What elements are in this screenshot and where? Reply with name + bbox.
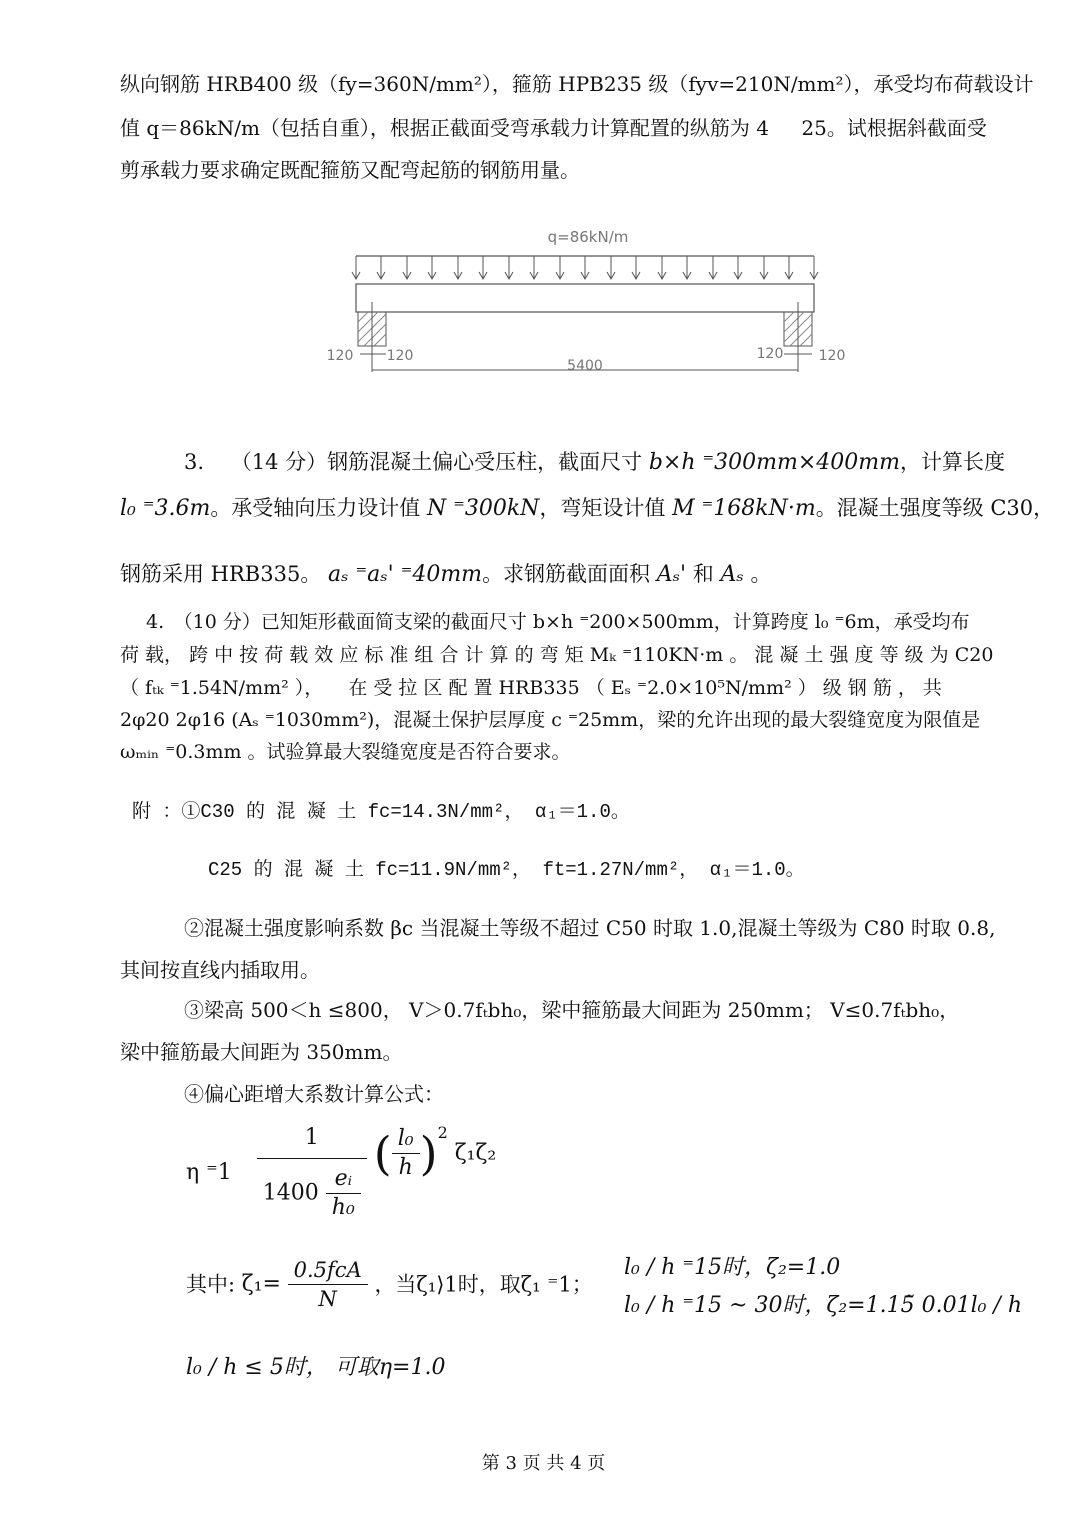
zeta1-lhs: ζ₁=: [241, 1271, 281, 1297]
problem3-as: aₛ ⁼aₛ' ⁼40mm: [328, 562, 483, 587]
eta-den-coef: 1400: [262, 1180, 319, 1206]
problem3-line3: [120, 562, 771, 587]
dim-right-inner: 120: [756, 346, 784, 362]
problem3-M: M ⁼168kN·m: [672, 496, 816, 521]
dim-span: 5400: [567, 358, 603, 374]
problem3-line3-a: 钢筋采用 HRB335。: [120, 562, 322, 586]
problem3-line3-end: 。: [750, 562, 772, 586]
problem3-dim: b×h ⁼300mm×400mm: [648, 450, 900, 475]
problem3-As: Aₛ: [720, 562, 744, 587]
dim-right-outer: 120: [818, 348, 846, 364]
appendix-2b: 其间按直线内插取用。: [120, 958, 320, 982]
zeta2-b: l₀ / h ⁼15 ~ 30时，ζ₂=1.15̃ 0.01l₀ / h: [624, 1293, 1022, 1318]
problem3-line1: [184, 450, 1005, 475]
problem4-line4: 2φ20 2φ16 (Aₛ ⁼1030mm²)，混凝土保护层厚度 c ⁼25mm，梁的允许出现的最大裂缝宽度为限值是: [120, 709, 981, 731]
zeta1-block: [186, 1256, 593, 1313]
eta-denominator: [257, 1159, 367, 1222]
problem2-line1: 纵向钢筋 HRB400 级（fy=360N/mm²），箍筋 HPB235 级（fyv=210N/mm²），承受均布荷载设计: [120, 72, 1034, 96]
problem2-line2-text: 值 q＝86kN/m（包括自重），根据正截面受弯承载力计算配置的纵筋为 4: [120, 116, 776, 140]
problem3-line2-c: 。混凝土强度等级 C30，: [815, 496, 1055, 520]
eta-ei: eᵢ: [326, 1165, 361, 1194]
problem4-line3: （ fₜₖ ⁼1.54N/mm² ）， 在 受 拉 区 配 置 HRB335 （ Eₛ ⁼2.0×10⁵N/mm² ） 级 钢 筋 ， 共: [120, 677, 942, 699]
load-arrows: [352, 256, 818, 279]
eta-paren-group: ( $\frac{\text{l₀}}{h}$ )$^2$ ζ₁ζ₂: [373, 1122, 497, 1180]
eta-tail: ζ₁ζ₂: [454, 1140, 497, 1165]
problem3-l0: l₀ ⁼3.6m: [120, 496, 211, 521]
zeta1-den: N: [318, 1287, 337, 1311]
zeta2-a: l₀ / h ⁼15时，ζ₂=1.0: [624, 1255, 841, 1280]
eta-lhs: η ⁼1: [186, 1160, 232, 1185]
problem4-line5: ωₘᵢₙ ⁼0.3mm 。试验算最大裂缝宽度是否符合要求。: [120, 741, 571, 763]
dim-left-inner: 120: [386, 348, 414, 364]
eta-fraction: [257, 1124, 367, 1222]
appendix-4: ④偏心距增大系数计算公式：: [184, 1082, 444, 1106]
problem4-line2: 荷 载， 跨 中 按 荷 载 效 应 标 准 组 合 计 算 的 弯 矩 Mₖ ⁼110KN·m 。 混 凝 土 强 度 等 级 为 C20: [120, 644, 994, 666]
problem3-As-prime: Aₛ': [656, 562, 687, 587]
problem3-line3-b: 。求钢筋截面面积: [482, 562, 651, 586]
problem3-points: （14 分）钢筋混凝土偏心受压柱，截面尺寸: [230, 450, 643, 474]
problem3-line1-tail: ，计算长度: [900, 450, 1005, 474]
problem2-line2: [120, 116, 987, 140]
problem3-line2-b: ，弯矩设计值: [539, 496, 666, 520]
eta-l0-frac: [392, 1125, 420, 1182]
load-label: q=86kN/m: [547, 228, 629, 246]
eta-numerator: 1: [257, 1124, 367, 1159]
where-label: 其中:: [186, 1272, 236, 1297]
problem3-and: 和: [692, 562, 714, 586]
zeta1-fraction: [288, 1256, 368, 1313]
appendix-1b: C25 的 混 凝 土 fc=11.9N/mm²， ft=1.27N/mm²， α₁＝1.0。: [208, 859, 805, 881]
page-footer: 第 3 页 共 4 页: [481, 1453, 606, 1474]
problem2-line2-tail: 25。试根据斜截面受: [801, 116, 987, 140]
appendix-1: 附 ：①C30 的 混 凝 土 fc=14.3N/mm²， α₁＝1.0。: [132, 801, 630, 823]
problem3-line2-a: 。承受轴向压力设计值: [210, 496, 421, 520]
eta-h: h: [398, 1154, 413, 1180]
zeta1-cond: ，当ζ₁⟩1时，取ζ₁ ⁼1；: [374, 1272, 593, 1297]
problem3-N: N ⁼300kN: [427, 496, 540, 521]
problem2-line3: 剪承载力要求确定既配箍筋又配弯起筋的钢筋用量。: [120, 158, 580, 182]
problem3-line2: [120, 496, 1054, 521]
problem3-number: 3.: [184, 450, 205, 474]
appendix-2: ②混凝土强度影响系数 βc 当混凝土等级不超过 C50 时取 1.0,混凝土等级为 C80 时取 0.8,: [184, 916, 996, 940]
eta-ei-frac: [326, 1165, 361, 1222]
dim-left-outer: 120: [326, 348, 354, 364]
beam-diagram: [320, 222, 846, 382]
zeta1-num: 0.5fcA: [288, 1256, 368, 1285]
beam: [356, 284, 814, 312]
appendix-3b: 梁中箍筋最大间距为 350mm。: [120, 1040, 403, 1064]
eta-exponent: 2: [437, 1122, 448, 1142]
eta-h0: h₀: [331, 1195, 355, 1220]
final-condition: l₀ / h ≤ 5时， 可取η=1.0: [186, 1355, 446, 1380]
appendix-3: ③梁高 500＜h ≤800， V＞0.7fₜbh₀，梁中箍筋最大间距为 250mm； V≤0.7fₜbh₀，: [184, 998, 960, 1022]
eta-l0: l₀: [392, 1125, 420, 1154]
problem4-line1: 4. （10 分）已知矩形截面简支梁的截面尺寸 b×h ⁼200×500mm，计算跨度 l₀ ⁼6m，承受均布: [146, 611, 970, 633]
eta-formula: [186, 1124, 496, 1222]
